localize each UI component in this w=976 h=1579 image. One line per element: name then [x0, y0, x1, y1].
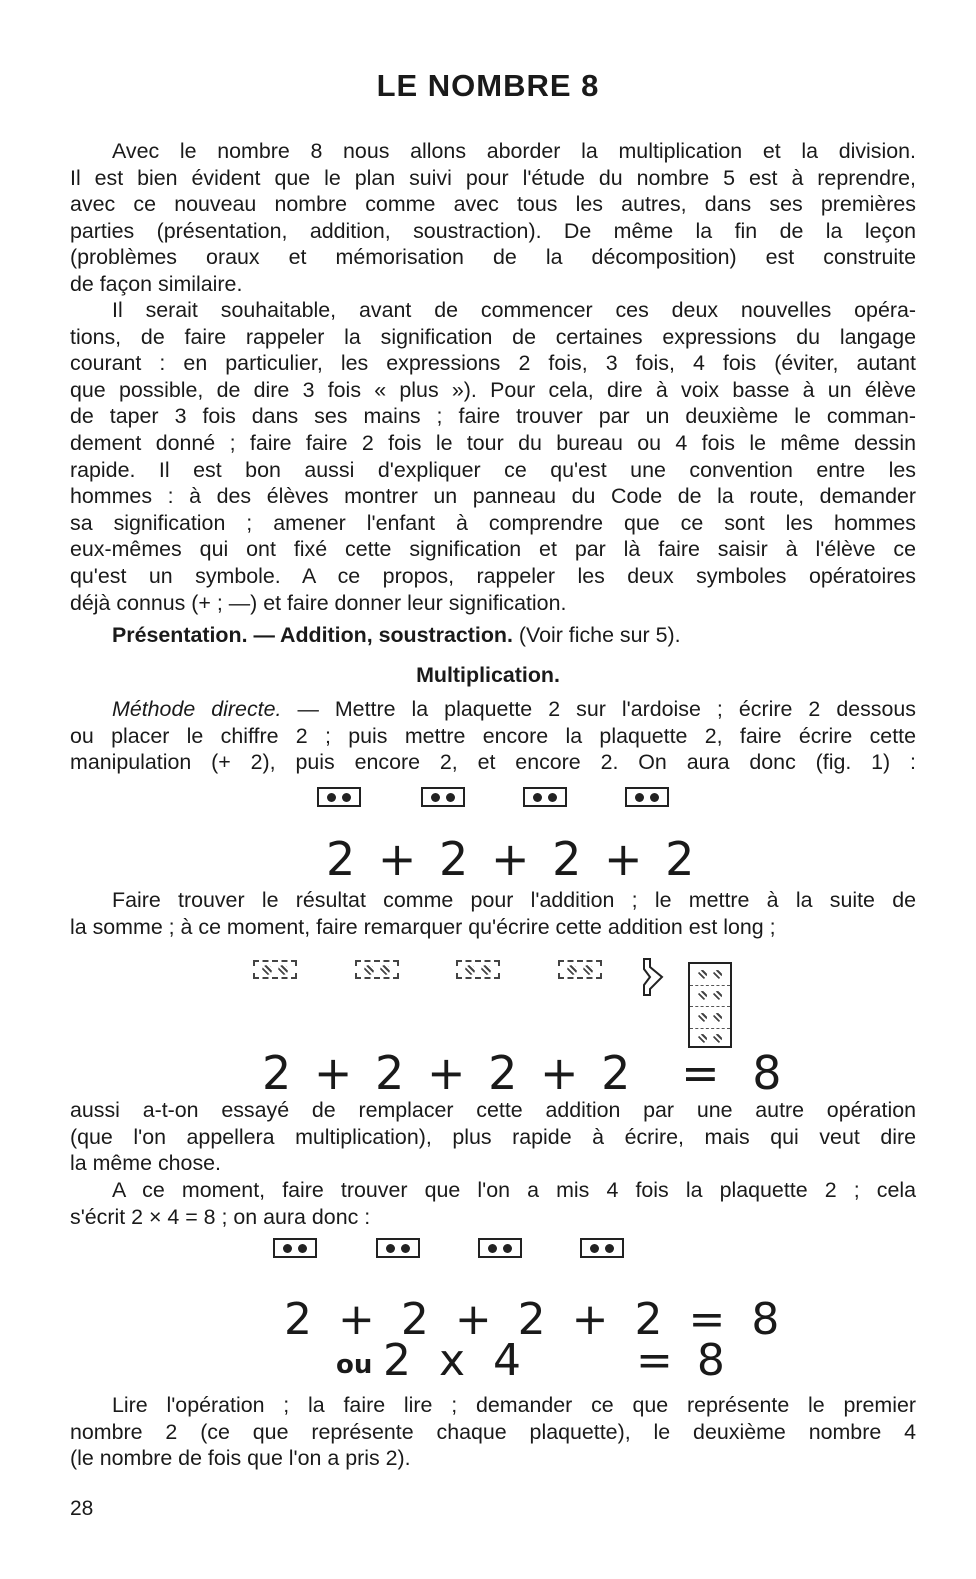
text-line: dement donné ; faire faire 2 fois le tour du bureau ou 4 fois le même dessin — [70, 430, 916, 455]
text-line: manipulation (+ 2), puis encore 2, et encore 2. On aura donc (fig. 1) : — [70, 750, 916, 775]
plaquette-2 — [625, 787, 669, 807]
method-text: — Mettre la plaquette 2 sur l'ardoise ; écrire 2 dessous — [281, 697, 916, 721]
full-equation: 2 + 2 + 2 + 2 = 8 — [284, 1294, 780, 1345]
notation-paragraph — [70, 1177, 916, 1230]
page-number: 28 — [70, 1497, 94, 1520]
text-line: Lire l'opération ; la faire lire ; demander ce que représente le premier — [112, 1393, 916, 1417]
plaquette-2 — [580, 1238, 624, 1258]
text-line: Faire trouver le résultat comme pour l'addition ; le mettre à la suite de — [112, 888, 916, 912]
addition-result: = 8 — [681, 1046, 782, 1100]
text-line: Il est bien évident que le plan suivi pour l'étude du nombre 5 est à reprendre, — [70, 165, 916, 190]
method-label: Méthode directe. — [112, 697, 282, 721]
text-line: Il serait souhaitable, avant de commencer ces deux nouvelles opéra- — [112, 298, 916, 322]
plaquette-2 — [478, 1238, 522, 1258]
conventions-paragraph — [70, 297, 916, 616]
multiplication-equation: 2 x 4 — [383, 1335, 521, 1386]
intro-paragraph — [70, 138, 916, 298]
plaquette-2-dashed — [558, 960, 602, 979]
presentation-heading: Présentation. — Addition, soustraction. — [112, 623, 513, 647]
text-line: A ce moment, faire trouver que l'on a mis 4 fois la plaquette 2 ; cela — [112, 1178, 916, 1202]
text-line: nombre 2 (ce que représente chaque plaquette), le deuxième nombre 4 — [70, 1419, 916, 1444]
plaquette-2 — [273, 1238, 317, 1258]
text-line: tions, de faire rappeler la signification de certaines expressions du langage — [70, 324, 916, 349]
addition-left: 2 + 2 + 2 + 2 — [262, 1046, 631, 1100]
text-line: avec ce nouveau nombre comme avec tous les autres, dans ses premières — [70, 192, 916, 217]
text-line: (que l'on appellera multiplication), plus rapide à écrire, mais qui veut dire — [70, 1124, 916, 1149]
text-line: eux-mêmes qui ont fixé cette signification et par là faire saisir à l'élève ce — [70, 537, 916, 562]
multiplication-paragraph — [70, 1097, 916, 1177]
text-line: déjà connus (+ ; —) et faire donner leur signification. — [70, 590, 567, 615]
text-line: qu'est un symbole. A ce propos, rappeler les deux symboles opératoires — [70, 563, 916, 588]
text-line: s'écrit 2 × 4 = 8 ; on aura donc : — [70, 1204, 371, 1229]
text-line: hommes : à des élèves montrer un panneau du Code de la route, demander — [70, 484, 916, 509]
multiplication-result: = 8 — [636, 1335, 725, 1386]
plaquette-2 — [376, 1238, 420, 1258]
text-line: Avec le nombre 8 nous allons aborder la multiplication et la division. — [112, 139, 916, 163]
text-line: parties (présentation, addition, soustraction). De même la fin de la leçon — [70, 218, 916, 243]
presentation-line — [70, 622, 916, 649]
plaquette-2-dashed — [355, 960, 399, 979]
plaquette-8 — [688, 962, 732, 1048]
plaquette-2-dashed — [253, 960, 297, 979]
text-line: ou placer le chiffre 2 ; puis mettre encore la plaquette 2, faire écrire cette — [70, 723, 916, 748]
plaquette-2 — [523, 787, 567, 807]
text-line: courant : en particulier, les expressions 2 fois, 3 fois, 4 fois (éviter, autant — [70, 351, 916, 376]
text-line: que possible, de dire 3 fois « plus »). Pour cela, dire à voix basse à un élève — [70, 377, 916, 402]
ou-label: ou — [336, 1350, 373, 1380]
text-line: aussi a-t-on essayé de remplacer cette addition par une autre opération — [70, 1098, 916, 1122]
text-line: sa signification ; amener l'enfant à comprendre que ce sont les hommes — [70, 510, 916, 535]
text-line: la même chose. — [70, 1151, 221, 1176]
result-paragraph — [70, 887, 916, 940]
page-title: LE NOMBRE 8 — [376, 68, 600, 103]
reading-paragraph — [70, 1392, 916, 1472]
multiplication-heading: Multiplication. — [416, 663, 560, 687]
plaquette-2 — [317, 787, 361, 807]
text-line: (problèmes oraux et mémorisation de la décomposition) est construite — [70, 245, 916, 270]
arrow-right-icon — [640, 955, 666, 999]
text-line: (le nombre de fois que l'on a pris 2). — [70, 1446, 411, 1471]
addition-result-equation — [262, 1046, 782, 1100]
addition-equation: 2 + 2 + 2 + 2 — [326, 832, 695, 886]
text-line: rapide. Il est bon aussi d'expliquer ce qu'est une convention entre les — [70, 457, 916, 482]
presentation-note: (Voir fiche sur 5). — [512, 623, 681, 647]
text-line: de taper 3 fois dans ses mains ; faire trouver par un deuxième le comman- — [70, 404, 916, 429]
plaquette-2 — [421, 787, 465, 807]
text-line: de façon similaire. — [70, 271, 243, 296]
plaquette-2-dashed — [456, 960, 500, 979]
text-line: la somme ; à ce moment, faire remarquer qu'écrire cette addition est long ; — [70, 914, 776, 939]
method-paragraph — [70, 696, 916, 776]
